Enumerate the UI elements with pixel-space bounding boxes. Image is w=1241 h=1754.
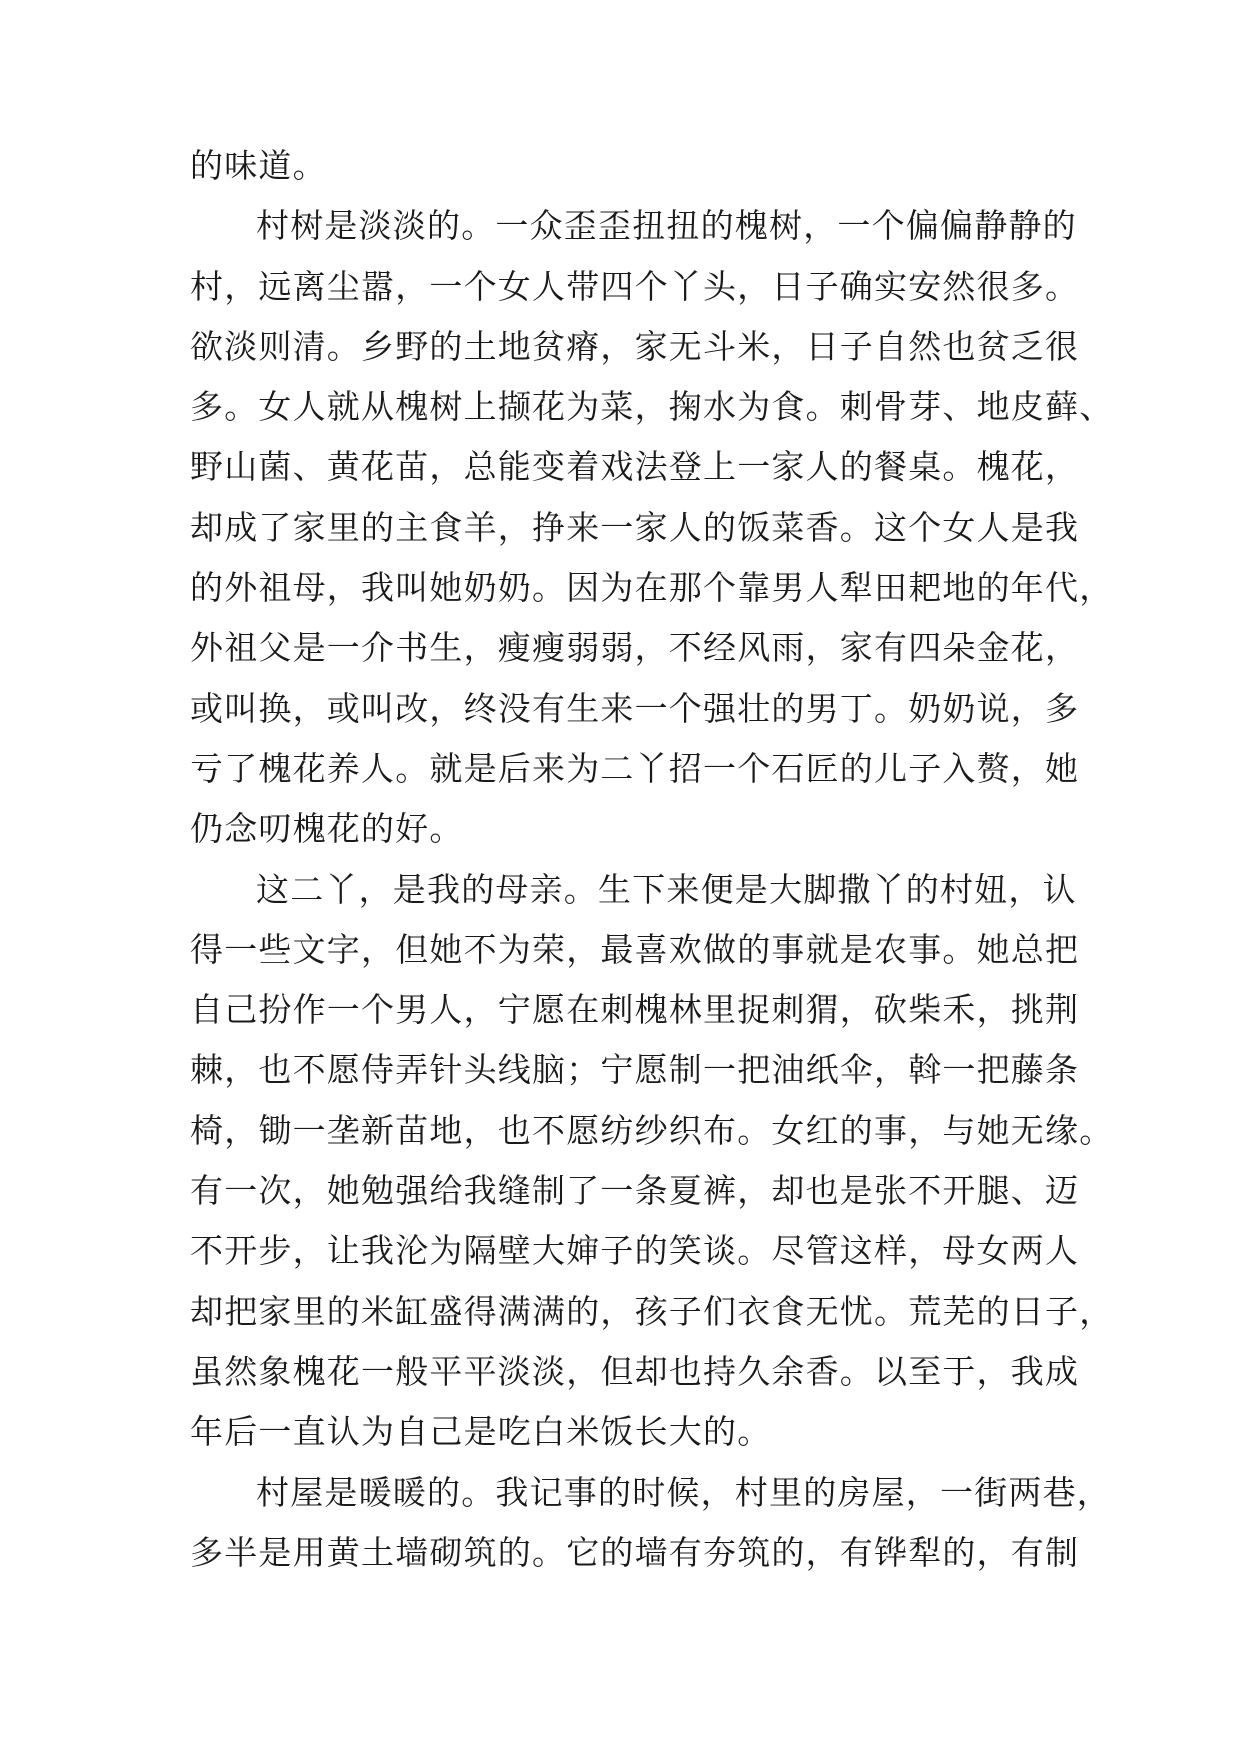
text-line: 或叫换，或叫改，终没有生来一个强壮的男丁。奶奶说，多	[190, 688, 1080, 728]
text-line: 的味道。	[190, 146, 327, 185]
text-line: 仍念叨槐花的好。	[190, 809, 464, 849]
text-line: 得一些文字，但她不为荣，最喜欢做的事就是农事。她总把	[190, 929, 1080, 969]
text-line: 有一次，她勉强给我缝制了一条夏裤，却也是张不开腿、迈	[190, 1171, 1080, 1211]
text-line: 村，远离尘嚣，一个女人带四个丫头，日子确实安然很多。	[190, 266, 1080, 306]
text-line: 外祖父是一介书生，瘦瘦弱弱，不经风雨，家有四朵金花，	[190, 628, 1080, 668]
text-line: 椅，锄一垄新苗地，也不愿纺纱织布。女红的事，与她无缘。	[190, 1110, 1114, 1150]
text-line: 不开步，让我沦为隔壁大婶子的笑谈。尽管这样，母女两人	[190, 1231, 1080, 1271]
text-line: 多半是用黄土墙砌筑的。它的墙有夯筑的，有铧犁的，有制	[190, 1532, 1080, 1572]
text-line: 村屋是暖暖的。我记事的时候，村里的房屋，一街两巷，	[256, 1472, 1111, 1512]
text-line: 的外祖母，我叫她奶奶。因为在那个靠男人犁田耙地的年代，	[190, 568, 1114, 608]
text-line: 自己扮作一个男人，宁愿在刺槐林里捉刺猬，砍柴禾，挑荆	[190, 990, 1080, 1030]
text-line: 欲淡则清。乡野的土地贫瘠，家无斗米，日子自然也贫乏很	[190, 326, 1080, 366]
text-line: 这二丫，是我的母亲。生下来便是大脚撒丫的村妞，认	[256, 869, 1077, 909]
text-line: 多。女人就从槐树上撷花为菜，掬水为食。刺骨芽、地皮藓、	[190, 387, 1114, 427]
text-line: 却成了家里的主食羊，挣来一家人的饭菜香。这个女人是我	[190, 507, 1080, 547]
text-line: 却把家里的米缸盛得满满的，孩子们衣食无忧。荒芜的日子，	[190, 1291, 1114, 1331]
text-line: 野山菌、黄花苗，总能变着戏法登上一家人的餐桌。槐花，	[190, 447, 1080, 487]
text-line: 亏了槐花养人。就是后来为二丫招一个石匠的儿子入赘，她	[190, 748, 1080, 788]
document-body	[190, 136, 1114, 1583]
text-line: 棘，也不愿侍弄针头线脑；宁愿制一把油纸伞，斡一把藤条	[190, 1050, 1080, 1090]
text-line: 虽然象槐花一般平平淡淡，但却也持久余香。以至于，我成	[190, 1351, 1080, 1391]
text-line: 年后一直认为自己是吃白米饭长大的。	[190, 1412, 772, 1452]
text-line: 村树是淡淡的。一众歪歪扭扭的槐树，一个偏偏静静的	[256, 206, 1077, 246]
